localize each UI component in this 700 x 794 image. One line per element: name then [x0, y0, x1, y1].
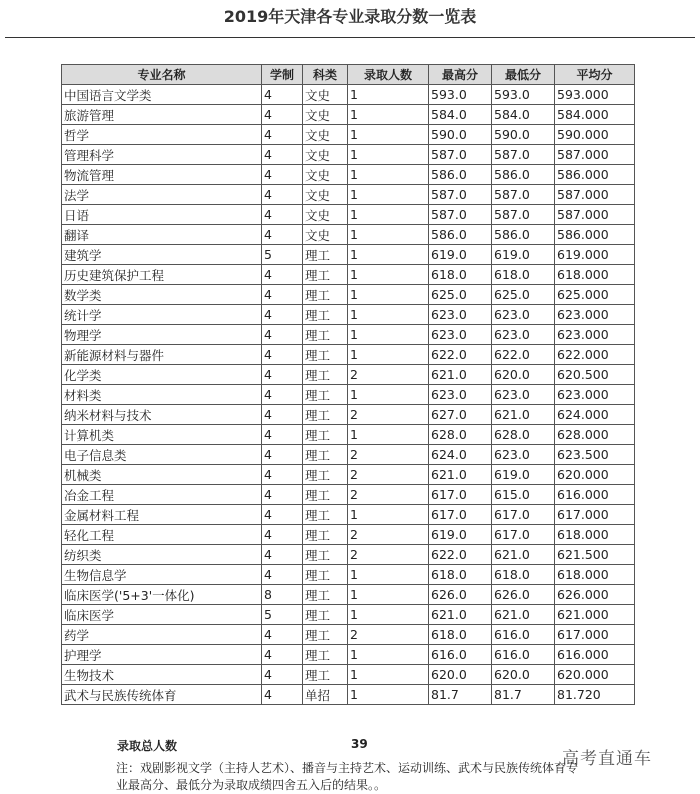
- cell-admitted: 1: [348, 505, 429, 525]
- cell-admitted: 1: [348, 645, 429, 665]
- col-header-category: 科类: [303, 65, 348, 85]
- cell-major: 武术与民族传统体育: [62, 685, 262, 705]
- table-row: [62, 345, 635, 365]
- cell-category: 理工: [303, 245, 348, 265]
- cell-max-score: 584.0: [429, 105, 492, 125]
- cell-admitted: 2: [348, 465, 429, 485]
- cell-admitted: 1: [348, 425, 429, 445]
- cell-major: 生物信息学: [62, 565, 262, 585]
- cell-admitted: 1: [348, 265, 429, 285]
- cell-avg-score: 593.000: [555, 85, 635, 105]
- table-row: [62, 685, 635, 705]
- col-header-duration: 学制: [262, 65, 303, 85]
- footnote: 注：戏剧影视文学（主持人艺术）、播音与主持艺术、运动训练、武术与民族传统体育专业最高分、最低分为录取成绩四舍五入后的结果。。: [116, 761, 579, 792]
- watermark-logo: 高考直通车: [562, 749, 652, 769]
- cell-major: 管理科学: [62, 145, 262, 165]
- cell-major: 新能源材料与器件: [62, 345, 262, 365]
- cell-min-score: 616.0: [492, 625, 555, 645]
- cell-category: 文史: [303, 165, 348, 185]
- cell-max-score: 618.0: [429, 625, 492, 645]
- cell-major: 机械类: [62, 465, 262, 485]
- cell-max-score: 622.0: [429, 545, 492, 565]
- cell-admitted: 1: [348, 605, 429, 625]
- cell-duration: 4: [262, 365, 303, 385]
- cell-category: 单招: [303, 685, 348, 705]
- table-row: [62, 425, 635, 445]
- table-row: [62, 485, 635, 505]
- table-row: [62, 85, 635, 105]
- cell-max-score: 617.0: [429, 485, 492, 505]
- cell-min-score: 615.0: [492, 485, 555, 505]
- cell-category: 理工: [303, 525, 348, 545]
- cell-duration: 4: [262, 225, 303, 245]
- page-title: 2019年天津各专业录取分数一览表: [223, 7, 477, 26]
- cell-min-score: 623.0: [492, 385, 555, 405]
- cell-duration: 4: [262, 85, 303, 105]
- cell-admitted: 1: [348, 585, 429, 605]
- table-row: [62, 585, 635, 605]
- cell-min-score: 628.0: [492, 425, 555, 445]
- cell-min-score: 626.0: [492, 585, 555, 605]
- cell-major: 中国语言文学类: [62, 85, 262, 105]
- cell-avg-score: 620.500: [555, 365, 635, 385]
- cell-avg-score: 618.000: [555, 265, 635, 285]
- cell-avg-score: 620.000: [555, 465, 635, 485]
- cell-max-score: 618.0: [429, 565, 492, 585]
- cell-admitted: 1: [348, 105, 429, 125]
- cell-min-score: 587.0: [492, 185, 555, 205]
- cell-min-score: 617.0: [492, 505, 555, 525]
- cell-avg-score: 81.720: [555, 685, 635, 705]
- cell-category: 理工: [303, 445, 348, 465]
- cell-min-score: 81.7: [492, 685, 555, 705]
- cell-duration: 4: [262, 445, 303, 465]
- table-row: [62, 305, 635, 325]
- col-header-admitted: 录取人数: [348, 65, 429, 85]
- cell-major: 材料类: [62, 385, 262, 405]
- cell-category: 理工: [303, 405, 348, 425]
- cell-duration: 4: [262, 305, 303, 325]
- cell-max-score: 623.0: [429, 325, 492, 345]
- table-row: [62, 125, 635, 145]
- table-row: [62, 645, 635, 665]
- table-row: [62, 545, 635, 565]
- cell-category: 理工: [303, 665, 348, 685]
- total-admitted-label: 录取总人数: [117, 739, 178, 753]
- cell-duration: 4: [262, 325, 303, 345]
- cell-duration: 4: [262, 285, 303, 305]
- cell-avg-score: 584.000: [555, 105, 635, 125]
- cell-category: 理工: [303, 385, 348, 405]
- admission-score-table: [61, 64, 635, 705]
- cell-min-score: 620.0: [492, 665, 555, 685]
- cell-major: 纳米材料与技术: [62, 405, 262, 425]
- table-body: [62, 85, 635, 705]
- cell-avg-score: 623.000: [555, 325, 635, 345]
- cell-duration: 4: [262, 565, 303, 585]
- cell-major: 护理学: [62, 645, 262, 665]
- cell-min-score: 593.0: [492, 85, 555, 105]
- cell-admitted: 2: [348, 485, 429, 505]
- cell-category: 文史: [303, 185, 348, 205]
- cell-admitted: 1: [348, 245, 429, 265]
- cell-max-score: 623.0: [429, 385, 492, 405]
- cell-category: 文史: [303, 225, 348, 245]
- table-row: [62, 245, 635, 265]
- table-row: [62, 185, 635, 205]
- table-row: [62, 145, 635, 165]
- table-row: [62, 605, 635, 625]
- table-row: [62, 665, 635, 685]
- cell-min-score: 623.0: [492, 305, 555, 325]
- cell-max-score: 623.0: [429, 305, 492, 325]
- cell-min-score: 587.0: [492, 145, 555, 165]
- cell-duration: 4: [262, 345, 303, 365]
- cell-avg-score: 617.000: [555, 625, 635, 645]
- table-row: [62, 265, 635, 285]
- cell-major: 历史建筑保护工程: [62, 265, 262, 285]
- cell-max-score: 586.0: [429, 165, 492, 185]
- table-row: [62, 365, 635, 385]
- cell-max-score: 624.0: [429, 445, 492, 465]
- cell-category: 理工: [303, 645, 348, 665]
- cell-min-score: 619.0: [492, 245, 555, 265]
- cell-major: 日语: [62, 205, 262, 225]
- cell-admitted: 1: [348, 685, 429, 705]
- cell-avg-score: 586.000: [555, 225, 635, 245]
- cell-min-score: 620.0: [492, 365, 555, 385]
- cell-duration: 5: [262, 605, 303, 625]
- cell-avg-score: 621.000: [555, 605, 635, 625]
- table-row: [62, 525, 635, 545]
- cell-major: 化学类: [62, 365, 262, 385]
- cell-admitted: 1: [348, 345, 429, 365]
- cell-admitted: 1: [348, 565, 429, 585]
- cell-major: 药学: [62, 625, 262, 645]
- col-header-avg-score: 平均分: [555, 65, 635, 85]
- cell-major: 建筑学: [62, 245, 262, 265]
- cell-category: 理工: [303, 265, 348, 285]
- cell-min-score: 617.0: [492, 525, 555, 545]
- cell-duration: 4: [262, 525, 303, 545]
- cell-duration: 8: [262, 585, 303, 605]
- cell-avg-score: 620.000: [555, 665, 635, 685]
- cell-duration: 5: [262, 245, 303, 265]
- cell-avg-score: 617.000: [555, 505, 635, 525]
- cell-category: 文史: [303, 85, 348, 105]
- cell-min-score: 622.0: [492, 345, 555, 365]
- table-row: [62, 505, 635, 525]
- cell-admitted: 2: [348, 545, 429, 565]
- cell-min-score: 618.0: [492, 565, 555, 585]
- cell-max-score: 622.0: [429, 345, 492, 365]
- col-header-max-score: 最高分: [429, 65, 492, 85]
- total-admitted-value: 39: [351, 737, 368, 751]
- cell-max-score: 81.7: [429, 685, 492, 705]
- table-row: [62, 625, 635, 645]
- cell-major: 法学: [62, 185, 262, 205]
- cell-max-score: 620.0: [429, 665, 492, 685]
- cell-duration: 4: [262, 205, 303, 225]
- cell-major: 电子信息类: [62, 445, 262, 465]
- cell-admitted: 1: [348, 225, 429, 245]
- cell-major: 数学类: [62, 285, 262, 305]
- cell-major: 生物技术: [62, 665, 262, 685]
- cell-min-score: 623.0: [492, 445, 555, 465]
- cell-major: 金属材料工程: [62, 505, 262, 525]
- cell-min-score: 623.0: [492, 325, 555, 345]
- cell-admitted: 2: [348, 405, 429, 425]
- cell-avg-score: 618.000: [555, 565, 635, 585]
- cell-min-score: 584.0: [492, 105, 555, 125]
- cell-max-score: 590.0: [429, 125, 492, 145]
- cell-max-score: 587.0: [429, 185, 492, 205]
- cell-avg-score: 623.000: [555, 305, 635, 325]
- cell-duration: 4: [262, 685, 303, 705]
- cell-max-score: 627.0: [429, 405, 492, 425]
- cell-duration: 4: [262, 165, 303, 185]
- cell-min-score: 621.0: [492, 605, 555, 625]
- cell-admitted: 2: [348, 445, 429, 465]
- cell-max-score: 626.0: [429, 585, 492, 605]
- cell-duration: 4: [262, 425, 303, 445]
- cell-avg-score: 623.000: [555, 385, 635, 405]
- cell-min-score: 621.0: [492, 545, 555, 565]
- cell-min-score: 618.0: [492, 265, 555, 285]
- cell-max-score: 625.0: [429, 285, 492, 305]
- cell-max-score: 587.0: [429, 145, 492, 165]
- cell-admitted: 1: [348, 205, 429, 225]
- cell-category: 文史: [303, 205, 348, 225]
- cell-category: 理工: [303, 485, 348, 505]
- cell-avg-score: 628.000: [555, 425, 635, 445]
- cell-duration: 4: [262, 405, 303, 425]
- cell-admitted: 1: [348, 305, 429, 325]
- cell-avg-score: 618.000: [555, 525, 635, 545]
- cell-category: 理工: [303, 505, 348, 525]
- cell-category: 理工: [303, 425, 348, 445]
- cell-min-score: 590.0: [492, 125, 555, 145]
- cell-duration: 4: [262, 385, 303, 405]
- cell-duration: 4: [262, 125, 303, 145]
- cell-major: 轻化工程: [62, 525, 262, 545]
- table-row: [62, 285, 635, 305]
- cell-duration: 4: [262, 625, 303, 645]
- cell-max-score: 628.0: [429, 425, 492, 445]
- table-row: [62, 385, 635, 405]
- cell-category: 理工: [303, 565, 348, 585]
- table-row: [62, 325, 635, 345]
- cell-max-score: 619.0: [429, 525, 492, 545]
- cell-admitted: 1: [348, 145, 429, 165]
- cell-category: 理工: [303, 325, 348, 345]
- cell-max-score: 616.0: [429, 645, 492, 665]
- table-row: [62, 165, 635, 185]
- cell-avg-score: 619.000: [555, 245, 635, 265]
- cell-min-score: 587.0: [492, 205, 555, 225]
- cell-major: 哲学: [62, 125, 262, 145]
- cell-category: 文史: [303, 105, 348, 125]
- cell-major: 冶金工程: [62, 485, 262, 505]
- cell-duration: 4: [262, 265, 303, 285]
- table-row: [62, 565, 635, 585]
- cell-min-score: 621.0: [492, 405, 555, 425]
- cell-duration: 4: [262, 485, 303, 505]
- title-divider: [5, 37, 695, 38]
- table-header-row: [62, 65, 635, 85]
- cell-admitted: 1: [348, 285, 429, 305]
- cell-admitted: 2: [348, 525, 429, 545]
- cell-admitted: 1: [348, 385, 429, 405]
- cell-category: 理工: [303, 585, 348, 605]
- cell-major: 临床医学('5+3'一体化): [62, 585, 262, 605]
- cell-category: 理工: [303, 605, 348, 625]
- table-row: [62, 465, 635, 485]
- cell-avg-score: 626.000: [555, 585, 635, 605]
- table-row: [62, 105, 635, 125]
- cell-duration: 4: [262, 645, 303, 665]
- cell-duration: 4: [262, 505, 303, 525]
- cell-duration: 4: [262, 145, 303, 165]
- cell-min-score: 586.0: [492, 165, 555, 185]
- cell-min-score: 625.0: [492, 285, 555, 305]
- cell-category: 文史: [303, 145, 348, 165]
- table-row: [62, 405, 635, 425]
- col-header-min-score: 最低分: [492, 65, 555, 85]
- table-row: [62, 225, 635, 245]
- cell-duration: 4: [262, 105, 303, 125]
- cell-max-score: 587.0: [429, 205, 492, 225]
- cell-avg-score: 590.000: [555, 125, 635, 145]
- cell-min-score: 616.0: [492, 645, 555, 665]
- table-row: [62, 445, 635, 465]
- cell-major: 物理学: [62, 325, 262, 345]
- cell-category: 理工: [303, 625, 348, 645]
- cell-admitted: 1: [348, 165, 429, 185]
- cell-category: 理工: [303, 305, 348, 325]
- cell-avg-score: 587.000: [555, 185, 635, 205]
- cell-major: 物流管理: [62, 165, 262, 185]
- cell-major: 临床医学: [62, 605, 262, 625]
- cell-admitted: 1: [348, 325, 429, 345]
- cell-avg-score: 625.000: [555, 285, 635, 305]
- cell-category: 理工: [303, 365, 348, 385]
- cell-major: 翻译: [62, 225, 262, 245]
- cell-admitted: 1: [348, 125, 429, 145]
- cell-max-score: 621.0: [429, 465, 492, 485]
- cell-max-score: 618.0: [429, 265, 492, 285]
- cell-avg-score: 622.000: [555, 345, 635, 365]
- cell-category: 理工: [303, 465, 348, 485]
- col-header-major: 专业名称: [62, 65, 262, 85]
- table-row: [62, 205, 635, 225]
- cell-duration: 4: [262, 545, 303, 565]
- cell-avg-score: 623.500: [555, 445, 635, 465]
- cell-avg-score: 624.000: [555, 405, 635, 425]
- cell-duration: 4: [262, 465, 303, 485]
- cell-duration: 4: [262, 665, 303, 685]
- cell-avg-score: 621.500: [555, 545, 635, 565]
- cell-admitted: 2: [348, 625, 429, 645]
- cell-major: 旅游管理: [62, 105, 262, 125]
- cell-min-score: 586.0: [492, 225, 555, 245]
- cell-admitted: 1: [348, 85, 429, 105]
- cell-min-score: 619.0: [492, 465, 555, 485]
- cell-category: 理工: [303, 345, 348, 365]
- cell-admitted: 2: [348, 365, 429, 385]
- cell-admitted: 1: [348, 185, 429, 205]
- cell-avg-score: 616.000: [555, 645, 635, 665]
- cell-avg-score: 587.000: [555, 205, 635, 225]
- cell-admitted: 1: [348, 665, 429, 685]
- cell-max-score: 586.0: [429, 225, 492, 245]
- cell-max-score: 621.0: [429, 365, 492, 385]
- cell-major: 统计学: [62, 305, 262, 325]
- cell-avg-score: 616.000: [555, 485, 635, 505]
- cell-max-score: 619.0: [429, 245, 492, 265]
- cell-category: 理工: [303, 545, 348, 565]
- cell-major: 计算机类: [62, 425, 262, 445]
- cell-avg-score: 587.000: [555, 145, 635, 165]
- cell-avg-score: 586.000: [555, 165, 635, 185]
- cell-max-score: 621.0: [429, 605, 492, 625]
- cell-duration: 4: [262, 185, 303, 205]
- cell-max-score: 593.0: [429, 85, 492, 105]
- cell-category: 文史: [303, 125, 348, 145]
- cell-major: 纺织类: [62, 545, 262, 565]
- cell-max-score: 617.0: [429, 505, 492, 525]
- cell-category: 理工: [303, 285, 348, 305]
